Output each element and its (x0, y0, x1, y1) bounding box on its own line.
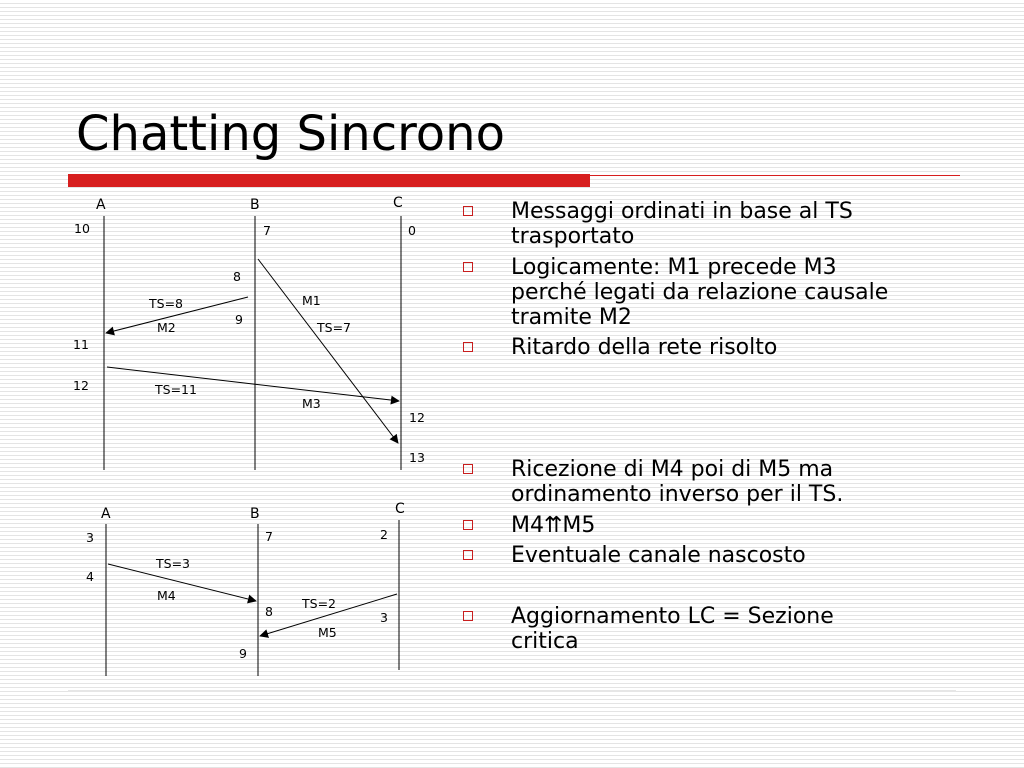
bullet-line: Logicamente: M1 precede M3 (511, 255, 837, 280)
title-divider-line (590, 175, 960, 176)
bullet-text (511, 604, 961, 654)
square-bullet-icon (463, 342, 473, 352)
clock-value: 12 (73, 378, 89, 393)
process-label-c: C (393, 195, 403, 211)
bullet-line: critica (511, 629, 579, 654)
clock-value: 4 (86, 569, 94, 584)
bullet-text (511, 513, 961, 538)
clock-value: 10 (74, 221, 90, 236)
bullet-line: M4⇈M5 (511, 513, 596, 538)
square-bullet-icon (463, 262, 473, 272)
message-label-m3: M3 (302, 396, 321, 411)
clock-value: 9 (235, 312, 243, 327)
message-arrow-m1 (258, 259, 398, 443)
clock-value: 13 (409, 450, 425, 465)
message-label-m1: M1 (302, 293, 321, 308)
process-label-c: C (395, 501, 405, 517)
bullet-line: Eventuale canale nascosto (511, 543, 806, 568)
clock-value: 9 (239, 646, 247, 661)
diagram-top (73, 195, 425, 470)
bullet-line: Ricezione di M4 poi di M5 ma (511, 457, 834, 482)
clock-value: 7 (263, 223, 271, 238)
clock-value: 11 (73, 337, 89, 352)
message-ts-m1: TS=7 (317, 320, 351, 335)
clock-value: 2 (380, 527, 388, 542)
bullet-line: tramite M2 (511, 305, 632, 330)
bullet-line: Aggiornamento LC = Sezione (511, 604, 834, 629)
clock-value: 8 (233, 269, 241, 284)
clock-value: 0 (408, 223, 416, 238)
message-ts-m5: TS=2 (302, 596, 336, 611)
clock-value: 7 (265, 529, 273, 544)
bullet-text (511, 457, 961, 507)
message-arrow-m3 (107, 367, 399, 401)
message-ts-m3: TS=11 (155, 382, 197, 397)
bullet-line: perché legati da relazione causale (511, 280, 889, 305)
bullet-line: Ritardo della rete risolto (511, 335, 778, 360)
process-label-a: A (101, 506, 111, 522)
bullet-text (511, 255, 961, 330)
bullet-line: trasportato (511, 224, 635, 249)
slide-title: Chatting Sincrono (76, 106, 505, 162)
bullet-text (511, 335, 961, 360)
message-ts-m2: TS=8 (149, 296, 183, 311)
square-bullet-icon (463, 611, 473, 621)
process-label-b: B (250, 197, 260, 213)
square-bullet-icon (463, 206, 473, 216)
bullet-text (511, 199, 961, 249)
message-label-m5: M5 (318, 625, 337, 640)
bullet-line: Messaggi ordinati in base al TS (511, 199, 853, 224)
process-label-b: B (250, 506, 260, 522)
process-label-a: A (96, 197, 106, 213)
clock-value: 8 (265, 604, 273, 619)
bullet-text (511, 543, 961, 568)
square-bullet-icon (463, 464, 473, 474)
bullet-line: ordinamento inverso per il TS. (511, 482, 844, 507)
clock-value: 3 (380, 610, 388, 625)
clock-value: 12 (409, 410, 425, 425)
message-ts-m4: TS=3 (156, 556, 190, 571)
square-bullet-icon (463, 550, 473, 560)
message-label-m4: M4 (157, 588, 176, 603)
diagram-bottom (86, 501, 405, 676)
timing-diagrams (0, 0, 460, 700)
message-label-m2: M2 (157, 320, 176, 335)
square-bullet-icon (463, 520, 473, 530)
clock-value: 3 (86, 530, 94, 545)
